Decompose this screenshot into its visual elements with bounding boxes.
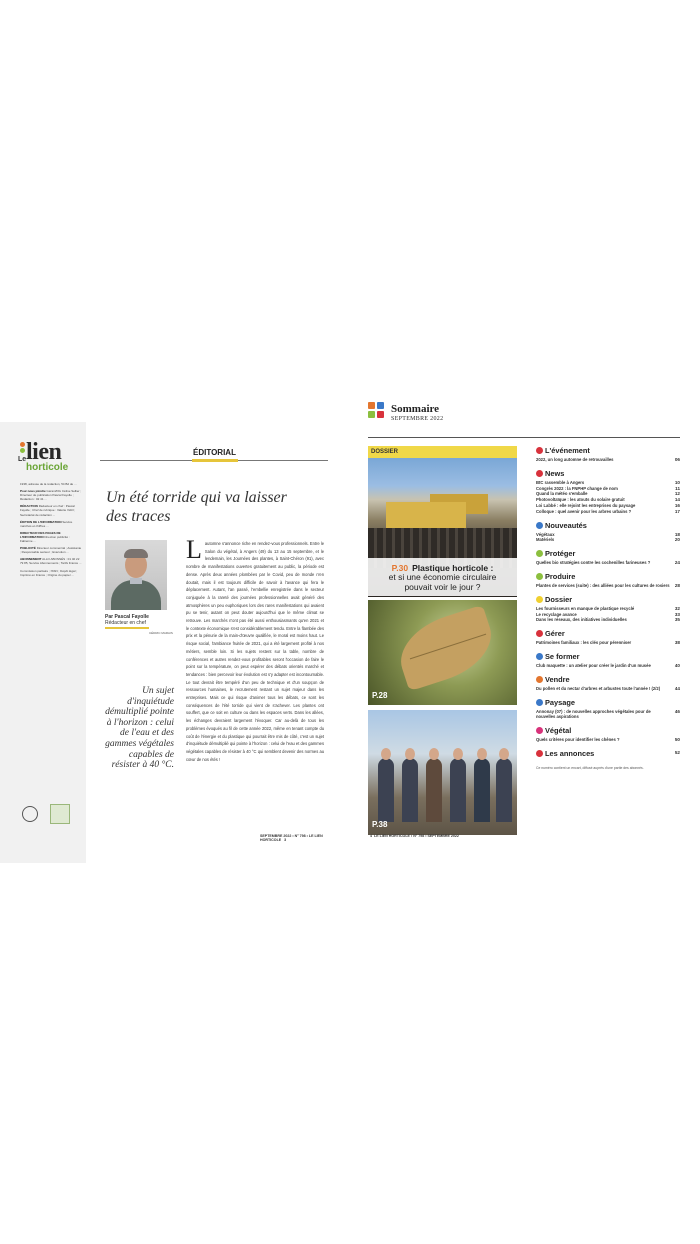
toc-entry[interactable] — [536, 640, 680, 646]
toc-page-number: 35 — [674, 617, 680, 623]
table-of-contents — [536, 446, 680, 770]
masthead-block: ÉDITION DE L'INFORMATION Service marchés et chiffres ... — [20, 519, 73, 528]
certification-icons — [22, 804, 72, 826]
toc-page-number: 52 — [674, 749, 680, 755]
feature-title: Plastique horticole : — [412, 563, 494, 573]
toc-entry-text: Colloque : quel avenir pour les arbres urbains ? — [536, 508, 632, 514]
toc-page-number: 38 — [674, 640, 680, 646]
section-dot-icon — [536, 727, 543, 734]
toc-entry-text: Végétaux — [536, 531, 555, 537]
masthead-block: DIRECTEUR DES PAGES DE L'INFORMATION Direction publicité : Fabienne ... — [20, 530, 70, 544]
toc-section — [536, 629, 680, 646]
toc-entry-text: Du pollen et du nectar d'arbres et arbustes toute l'année ! (2/2) — [536, 685, 661, 691]
feature-image-group[interactable] — [368, 710, 517, 835]
section-dot-icon — [536, 630, 543, 637]
toc-page-number: 14 — [674, 497, 680, 503]
toc-entry-text: Photovoltaïque : les atouts du solaire gratuit — [536, 497, 625, 503]
toc-section-title: News — [545, 468, 565, 478]
dossier-label: DOSSIER — [368, 446, 517, 458]
page-folio: 4 LE LIEN HORTICOLE • N° 798 • SEPTEMBRE 2022 — [370, 834, 459, 838]
editorial-body-text: automne s'annonce riche en rendez-vous professionnels. Entre le Salon du végétal, à Angers (49) du 13 au 15 septembre, et le lendemain, les Journées des plantes, à Saint-Chéron (91), avec nombre de manifestations ouvertes gratuitement au public, la période est dense. Après deux années plombées par le Covid, peu de monde n'en doutait, mais il est toujours difficile de savoir à l'avance qui fera le déplacement. Autant, l'an passé, l'embellie enregistrée dans le secteur conjuguée à la rareté des journées professionnelles avait généré des atmosphères un peu euphoriques lors des rares manifestations qui avaient pu se tenir, autant on peut douter aujourd'hui que le même climat se retrouve. Les marchés n'ont pas été aussi enthousiasmants qu'en 2021 et le contexte économique s'est considérablement tendu. Entre la flambée des prix et la pénurie de la main-d'œuvre qualifiée, le moral est moins haut. Le risque social, l'ambiance fruitée de 2021, qui a été largement profité à nos métiers, semble loin. Si les sujets restent sur la table, nombre de conférences et autres rendez-vous profitables seront l'occasion de faire le point sur la température, on peut espérer des débats orientés marché et tendances : bien percevoir leur évolution est s'y adapter est incontournable. Le tout devrait être tempéré d'un peu de technique et d'un soupçon de ressources humaines, le recrutement restant un sujet majeur dans les entreprises. Mais ce qui risque d'animer tous les débats, ce sont les conséquences de l'été torride qui vient de s'achever. Les plantes ont souffert, que ce soit en culture ou dans les espaces verts. Dans les allées, les échanges devraient largement l'évoquer. Car au-delà de tous les problèmes évoqués au fil de cette année 2022, même en tenant compte du coût de l'énergie et du plastique qui pourrait être mis de côté, c'est un sujet d'inquiétude démultiplié qui pointe à l'horizon : celui de l'eau et des gammes végétales capables de résister à 40 °C qui semblent devenir des normes au cœur de nos étés ! — [186, 541, 324, 762]
toc-section — [536, 652, 680, 669]
section-dot-icon — [536, 573, 543, 580]
accent-rule — [105, 627, 149, 629]
toc-page-number: 11 — [675, 485, 680, 491]
toc-entry-text: Quand la météo s'emballe — [536, 491, 588, 497]
toc-section-title: Gérer — [545, 629, 565, 639]
toc-section-title: Végétal — [545, 726, 572, 736]
toc-entry-text: 2022, un long automne de retrouvailles — [536, 457, 614, 462]
toc-note: Ce numéro contient un encart, diffusé auprès d'une partie des abonnés. — [536, 765, 644, 770]
toc-entry[interactable] — [536, 509, 680, 515]
toc-entry-text: Patrimoines familiaux : les clés pour pérenniser — [536, 640, 632, 646]
toc-section-head[interactable] — [536, 726, 680, 737]
author-photo — [105, 540, 167, 610]
pull-quote: Un sujet d'inquiétude démultiplié pointe à l'horizon : celui de l'eau et des gammes végétales capables de résister à 40 °C. — [105, 686, 174, 771]
sommaire-title: Sommaire — [391, 403, 440, 415]
toc-page-number: 40 — [674, 662, 680, 668]
toc-entry-text: Loi Labbé : elle rejoint les entreprises du paysage — [536, 502, 636, 508]
sommaire-logo-icon — [368, 402, 386, 420]
toc-entry-text: Les fournisseurs en manque de plastique recyclé — [536, 605, 635, 611]
toc-section — [536, 595, 680, 623]
toc-page-number: 18 — [674, 531, 680, 537]
drop-cap: L — [186, 535, 202, 564]
masthead-credits — [20, 482, 82, 580]
toc-entry[interactable] — [536, 737, 680, 743]
toc-page-number: 17 — [674, 508, 680, 514]
magazine-spread — [0, 403, 700, 863]
editorial-page — [100, 422, 328, 863]
toc-page-number: 33 — [674, 611, 680, 617]
toc-page-number: 20 — [674, 537, 680, 543]
toc-section — [536, 675, 680, 692]
page-ref-tag: P.38 — [372, 820, 388, 829]
section-dot-icon — [536, 699, 543, 706]
feature-image-plastic[interactable] — [368, 458, 517, 597]
feature-caption — [368, 558, 517, 596]
toc-section — [536, 749, 680, 760]
author-role: Rédacteur en chef — [105, 620, 146, 626]
sommaire-page — [368, 403, 680, 863]
author-name: Par Pascal Fayolle — [105, 614, 149, 620]
toc-page-number: 44 — [674, 685, 680, 691]
section-dot-icon — [536, 447, 543, 454]
toc-section-head[interactable] — [536, 652, 680, 663]
masthead-block: PUBLICITÉ Directeur commercial ; Assistante ; Responsable secteur ; Exécution ... — [20, 546, 82, 555]
toc-section-title: Les annonces — [545, 748, 595, 758]
toc-entry[interactable] — [536, 457, 680, 463]
toc-section-head[interactable] — [536, 698, 680, 709]
toc-section-title: Paysage — [545, 697, 575, 707]
masthead-block: Commission paritaire ; ISSN ; Dépôt légal ; Imprimé en France ; Origine du papier ... — [20, 568, 78, 577]
toc-entry-text: Quelles bio stratégies contre les cochenilles farineuses ? — [536, 560, 651, 566]
toc-entry-text: Le recyclage avance — [536, 611, 577, 617]
logo-lien: lien — [26, 439, 62, 465]
toc-section-title: Nouveautés — [545, 520, 587, 530]
toc-section — [536, 726, 680, 743]
toc-section-title: Dossier — [545, 594, 573, 604]
toc-section — [536, 698, 680, 721]
toc-entry[interactable] — [536, 709, 680, 721]
section-dot-icon — [536, 676, 543, 683]
masthead-block: ABONNEMENT ALLO ABONNÉS : 01 40 22 79 85, Service Abonnements ; Tarifs France ... — [20, 557, 82, 566]
feature-title-line: et si une économie circulaire — [388, 572, 497, 582]
toc-section-title: Se former — [545, 651, 580, 661]
toc-section-head[interactable] — [536, 572, 680, 583]
toc-entry-text: Annonay (07) : de nouvelles approches végétales pour de nouvelles aspirations — [536, 708, 651, 720]
toc-section — [536, 446, 680, 463]
toc-entry[interactable] — [536, 686, 680, 692]
feature-title-line: pouvait voir le jour ? — [404, 582, 481, 592]
section-dot-icon — [536, 550, 543, 557]
toc-entry[interactable] — [536, 560, 680, 566]
section-dot-icon — [536, 653, 543, 660]
toc-page-number: 28 — [674, 582, 680, 588]
toc-entry-text: Congrès 2022 : la FNPHP change de nom — [536, 485, 618, 491]
accent-rule — [192, 459, 238, 462]
toc-section-title: Protéger — [545, 549, 576, 559]
page-ref-tag: P.28 — [372, 691, 388, 700]
toc-entry-text: Club maquette : un atelier pour créer le jardin d'un musée — [536, 662, 651, 668]
toc-section-title: Vendre — [545, 674, 570, 684]
toc-page-number: 12 — [674, 491, 680, 497]
toc-entry[interactable] — [536, 617, 680, 623]
masthead-sidebar — [0, 422, 86, 863]
section-dot-icon — [536, 522, 543, 529]
toc-entry[interactable] — [536, 537, 680, 543]
editorial-label: ÉDITORIAL — [193, 448, 236, 457]
pefc-logo-icon — [50, 804, 70, 824]
toc-section-head[interactable] — [536, 595, 680, 606]
toc-section-title: Produire — [545, 571, 576, 581]
feature-image-leaf[interactable] — [368, 600, 517, 705]
toc-section-head[interactable] — [536, 675, 680, 686]
toc-page-number: 06 — [674, 457, 680, 462]
recycle-logo-icon — [22, 806, 38, 822]
toc-section — [536, 469, 680, 515]
page-folio: SEPTEMBRE 2022 • N° 798 • LE LIEN HORTICOLE 3 — [260, 834, 323, 842]
toc-section-head[interactable] — [536, 549, 680, 560]
toc-section — [536, 549, 680, 566]
toc-section-head[interactable] — [536, 469, 680, 480]
toc-section — [536, 521, 680, 544]
toc-entry-text: Plantes de services (suite) : des alliées pour les cultures de rosiers — [536, 582, 670, 588]
lien-horticole-logo — [18, 440, 78, 474]
divider — [368, 437, 680, 438]
author-byline — [105, 614, 149, 626]
toc-page-number: 32 — [674, 605, 680, 611]
toc-page-number: 50 — [674, 737, 680, 743]
toc-section-head[interactable] — [536, 446, 680, 457]
toc-section-head[interactable] — [536, 629, 680, 640]
masthead-block: RÉDACTION Rédacteur en chef : Pascal Fayolle ; Chef de rubrique : Valérie Vidril ; Secrétariat de rédaction ... — [20, 504, 76, 517]
toc-page-number: 24 — [674, 560, 680, 566]
editorial-body — [186, 535, 324, 763]
toc-entry[interactable] — [536, 663, 680, 669]
toc-section-head[interactable] — [536, 521, 680, 532]
toc-section-head[interactable] — [536, 749, 680, 760]
masthead-block: Pour nous joindre Gérant/DG Céline Sellier ; Directeur de publication Pascal Fayolle ; Rédaction : 02 41 ... — [20, 489, 82, 502]
toc-page-number: 10 — [674, 479, 680, 485]
toc-section-title: L'événement — [545, 446, 590, 455]
editorial-title: Un été torride qui va laisser des traces — [106, 489, 287, 525]
feature-page-ref: P.30 — [391, 563, 409, 573]
section-dot-icon — [536, 750, 543, 757]
logo-horticole: horticole — [26, 462, 69, 473]
toc-entry-text: Quels critères pour identifier les chênes ? — [536, 737, 620, 743]
logo-le: Le — [18, 456, 27, 463]
toc-page-number: 16 — [674, 502, 680, 508]
masthead-block: 1938, adresse de la rédaction, 54 Bd de ... — [20, 482, 77, 486]
sommaire-date: SEPTEMBRE 2022 — [391, 416, 444, 422]
toc-entry-text: Dans les réseaux, des initiatives individuelles — [536, 617, 627, 623]
toc-entry-text: Matériels — [536, 537, 555, 543]
photo-credit: CÉDRIC MARAIS — [149, 631, 173, 635]
toc-entry-text: BtC rassemble à Angers — [536, 479, 585, 485]
section-dot-icon — [536, 596, 543, 603]
toc-entry[interactable] — [536, 583, 680, 589]
section-dot-icon — [536, 470, 543, 477]
toc-section — [536, 572, 680, 589]
toc-page-number: 46 — [674, 708, 680, 714]
